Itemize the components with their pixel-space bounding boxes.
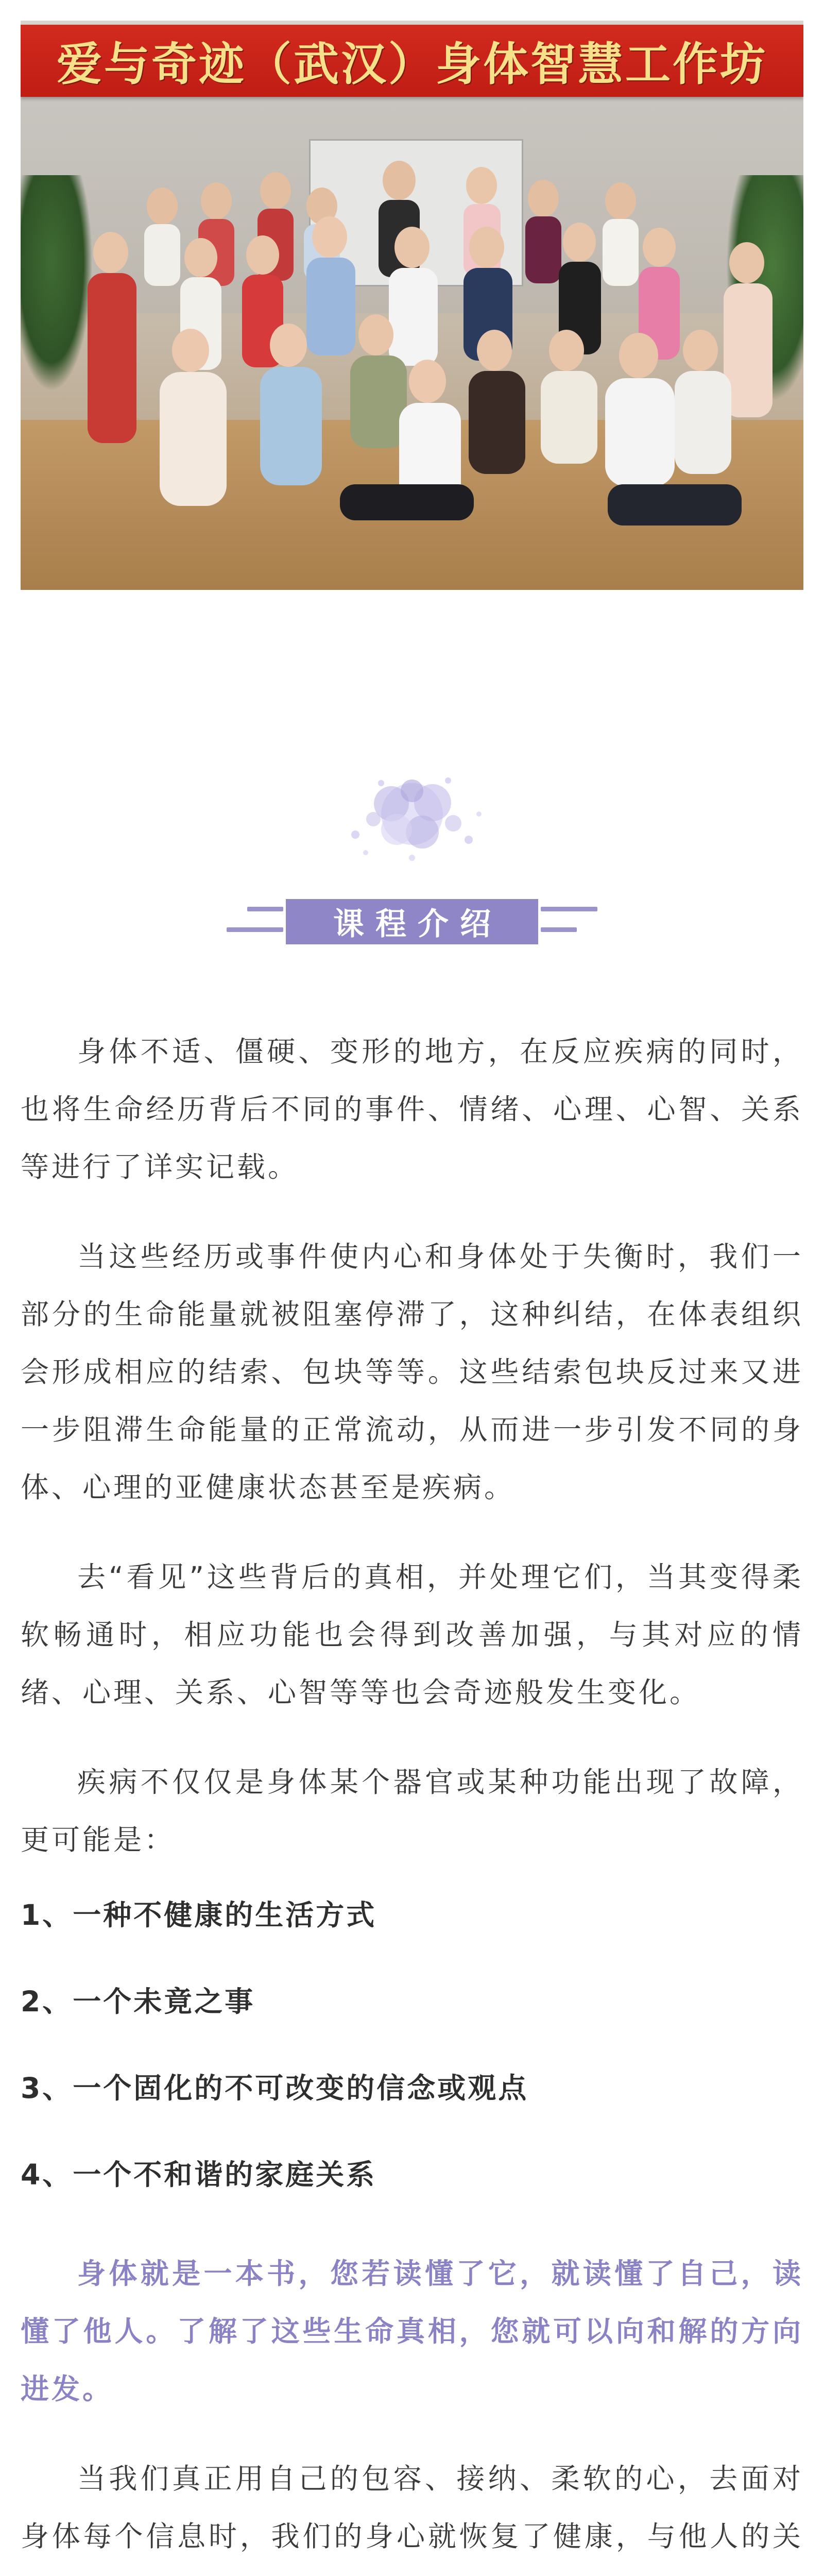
- photo-banner-text: 爱与奇迹（武汉）身体智慧工作坊: [56, 38, 767, 91]
- section-title-box: [286, 899, 538, 944]
- paragraph-4: 疾病不仅仅是身体某个器官或某种功能出现了故障，更可能是：: [21, 1766, 803, 1856]
- group-photo: [21, 21, 803, 590]
- list-item: 1、一种不健康的生活方式: [21, 1899, 377, 1931]
- header-line-right-bottom: [541, 927, 577, 932]
- article-body: [21, 1023, 803, 2576]
- paragraph-2: 当这些经历或事件使内心和身体处于失衡时，我们一部分的生命能量就被阻塞停滞了，这种纠结，在体表组织会形成相应的结索、包块等等。这些结索包块反过来又进一步阻滞生命能量的正常流动，从而进一步引发不同的身体、心理的亚健康状态甚至是疾病。: [21, 1240, 803, 1504]
- list-item: 3、一个固化的不可改变的信念或观点: [21, 2072, 529, 2105]
- section-title: 课程介绍: [333, 906, 502, 942]
- section-header: [227, 886, 597, 953]
- photo-banner: [21, 25, 803, 97]
- list-item: 4、一个不和谐的家庭关系: [21, 2158, 377, 2191]
- paragraph-3: 去“看见”这些背后的真相，并处理它们，当其变得柔软畅通时，相应功能也会得到改善加强，与其对应的情绪、心理、关系、心智等等也会奇迹般发生变化。: [21, 1561, 803, 1709]
- flower-decoration-icon: [324, 762, 500, 871]
- header-line-right-top: [541, 907, 597, 911]
- highlight-quote: 身体就是一本书，您若读懂了它，就读懂了自己，读懂了他人。了解了这些生命真相，您就可以向和解的方向进发。: [21, 2257, 803, 2405]
- people-group: [21, 21, 803, 590]
- list-item: 2、一个未竟之事: [21, 1985, 255, 2018]
- closing-paragraph: 当我们真正用自己的包容、接纳、柔软的心，去面对身体每个信息时，我们的身心就恢复了健康，与他人的关: [21, 2462, 803, 2553]
- header-line-left-top: [247, 907, 283, 911]
- header-line-left-bottom: [227, 927, 283, 932]
- paragraph-1: 身体不适、僵硬、变形的地方，在反应疾病的同时，也将生命经历背后不同的事件、情绪、心理、心智、关系等进行了详实记载。: [21, 1035, 803, 1183]
